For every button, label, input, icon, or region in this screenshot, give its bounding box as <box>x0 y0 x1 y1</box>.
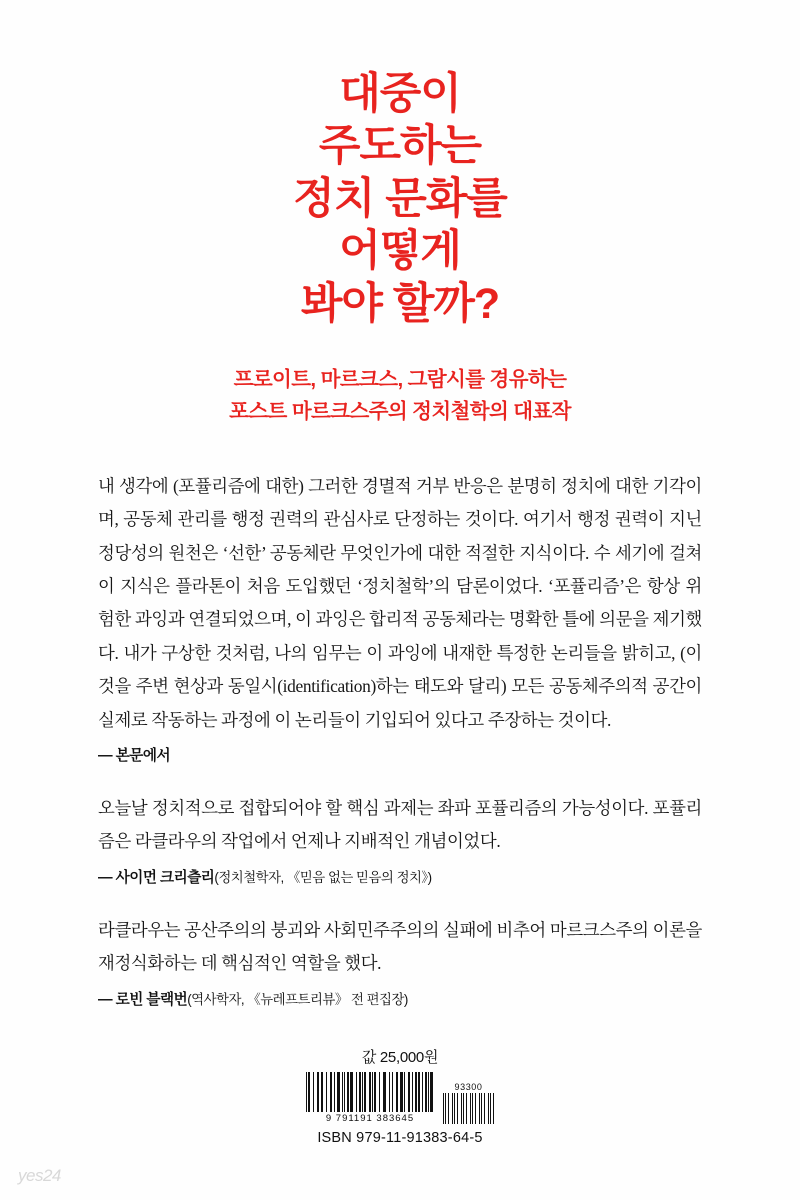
blurb-2-attribution-name: — 로빈 블랙번 <box>98 991 188 1008</box>
blurb-2-attribution-role: (역사학자, 《뉴레프트리뷰》 전 편집장) <box>187 991 408 1007</box>
headline-line-5: 봐야 할까? <box>300 279 500 328</box>
subtitle-line-2: 포스트 마르크스주의 정치철학의 대표작 <box>229 400 571 424</box>
barcode-addon-bars <box>443 1093 494 1124</box>
blurb-2-attribution <box>98 988 702 1009</box>
headline-line-2: 주도하는 <box>318 122 482 171</box>
spacer <box>98 765 702 792</box>
body-content <box>98 470 702 1009</box>
blurb-1-attribution-name: — 사이먼 크리츨리 <box>98 869 215 886</box>
blurb-1-attribution-role: (정치철학자, 《믿음 없는 믿음의 정치》) <box>214 869 432 885</box>
subtitle-line-1: 프로이트, 마르크스, 그람시를 경유하는 <box>233 368 567 392</box>
watermark: yes24 <box>18 1166 61 1185</box>
excerpt-attribution: — 본문에서 <box>98 748 171 765</box>
blurb-2-text: 라클라우는 공산주의의 붕괴와 사회민주주의의 실패에 비추어 마르크스주의 이론을 재정식화하는 데 핵심적인 역할을 했다. <box>98 919 702 974</box>
price-label: 값 25,000원 <box>361 1049 439 1066</box>
barcode-main-digits: 9 791191 383645 <box>325 1113 415 1124</box>
spacer <box>98 887 702 914</box>
isbn-label: ISBN 979-11-91383-64-5 <box>317 1130 483 1146</box>
blurb-1-text: 오늘날 정치적으로 접합되어야 할 핵심 과제는 좌파 포퓰리즘의 가능성이다. 포퓰리즘은 라클라우의 작업에서 언제나 지배적인 개념이었다. <box>98 798 702 852</box>
blurb-1-attribution <box>98 866 702 887</box>
barcode-area <box>0 1072 800 1146</box>
barcode-row <box>306 1072 494 1124</box>
barcode-addon <box>443 1082 494 1124</box>
headline-line-3: 정치 문화를 <box>293 174 507 223</box>
excerpt-paragraph: 내 생각에 (포퓰리즘에 대한) 그러한 경멸적 거부 반응은 분명히 정치에 대한 기각이며, 공동체 관리를 행정 권력의 관심사로 단정하는 것이다. 여기서 행정 권력이 지닌 정당성의 원천은 ‘선한’ 공동체란 무엇인가에 대한 적절한 지식이다. 수 세기에 걸쳐 이 지식은 플라톤이 처음 도입했던 ‘정치철학’의 담론이었다. ‘포퓰리즘’은 항상 위험한 과잉과 연결되었으며, 이 과잉은 합리적 공동체라는 명확한 틀에 의문을 제기했다. 내가 구상한 것처럼, 나의 임무는 이 과잉에 내재한 특정한 논리들을 밝히고, (이것을 주변 현상과 동일시(identification)하는 태도와 달리) 모든 공동체주의적 공간이 실제로 작동하는 과정에 이 논리들이 기입되어 있다고 주장하는 것이다. <box>98 475 702 730</box>
headline-line-1: 대중이 <box>339 70 461 118</box>
page-subtitle <box>0 364 800 428</box>
page-title <box>0 0 800 330</box>
barcode-addon-digits: 93300 <box>454 1082 483 1092</box>
barcode-main-bars <box>306 1072 434 1112</box>
barcode-main <box>306 1072 434 1124</box>
headline-line-4: 어떻게 <box>339 227 461 276</box>
